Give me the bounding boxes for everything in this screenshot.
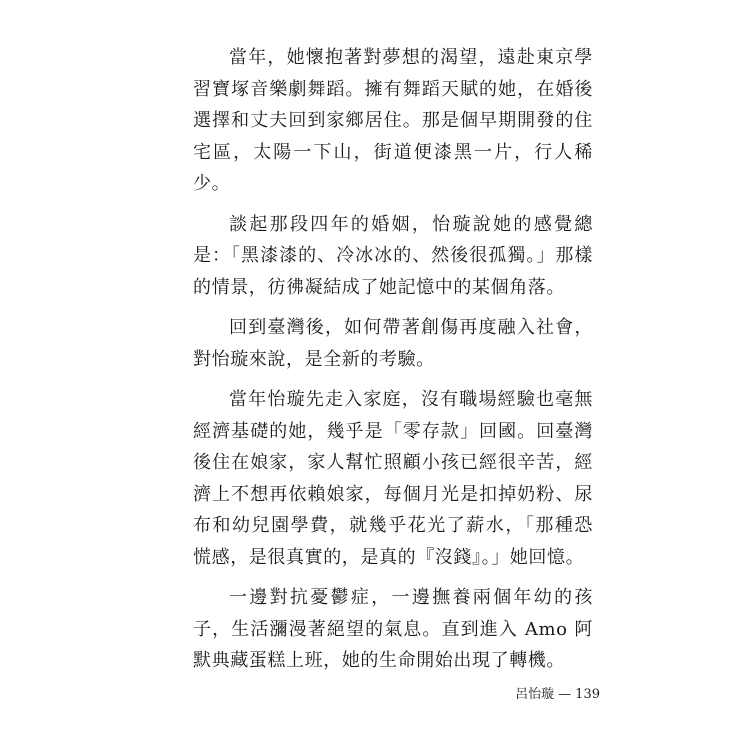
running-head: 呂怡璇 bbox=[515, 687, 555, 702]
text-line: 來說，是全新的考驗。 bbox=[248, 348, 435, 370]
text-line: 家，每個月光是扣掉奶粉、尿布和幼兒園學費，就幾乎 bbox=[193, 483, 593, 536]
body-text bbox=[193, 42, 593, 677]
paragraph-1 bbox=[193, 42, 593, 200]
text-line: 當年怡璇先走入家庭，沒有職場經驗也毫無經濟基 bbox=[193, 389, 593, 442]
text-line: 家人幫忙照顧小孩已經很辛苦，經濟上不想再依賴娘 bbox=[193, 452, 593, 505]
text-line: 到家鄉居住。那是個早期開發的住宅區，太陽一下山， bbox=[193, 110, 593, 163]
footer-separator: — bbox=[558, 687, 572, 702]
page-footer bbox=[500, 683, 600, 702]
text-line: 一邊對抗憂鬱症，一邊撫養兩個年幼的孩子，生活 bbox=[193, 587, 593, 640]
page-number: 139 bbox=[575, 687, 600, 702]
text-line: 她的生命開始出現了轉機。 bbox=[341, 650, 566, 671]
paragraph-2 bbox=[193, 209, 593, 304]
text-line: 街道便漆黑一片，行人稀少。 bbox=[193, 141, 593, 194]
text-line: 花光了薪水，「那種恐慌感，是很真實的，是真的『沒 bbox=[193, 515, 593, 568]
text-line: 凝結成了她記憶中的某個角落。 bbox=[304, 276, 566, 298]
text-line: 談起那段四年的婚姻，怡璇說她的感覺總是：「黑 bbox=[193, 213, 593, 266]
text-line: 礎的她，幾乎是「零存款」回國。回臺灣後住在娘家， bbox=[193, 420, 593, 473]
text-line: 當年，她懷抱著對夢想的渴望，遠赴東京學習寶塚 bbox=[193, 47, 593, 100]
paragraph-3 bbox=[193, 312, 593, 375]
text-line: 漆漆的、冷冰冰的、然後很孤獨。」那樣的情景，彷彿 bbox=[193, 245, 593, 298]
paragraph-4 bbox=[193, 384, 593, 573]
paragraph-5 bbox=[193, 582, 593, 677]
text-line: 瀰漫著絕望的氣息。直到進入 Amo 阿默典藏蛋糕上班， bbox=[193, 618, 594, 671]
text-line: 回到臺灣後，如何帶著創傷再度融入社會，對怡璇 bbox=[193, 317, 593, 370]
text-line: 音樂劇舞蹈。擁有舞蹈天賦的她，在婚後選擇和丈夫回 bbox=[193, 78, 593, 131]
text-line: 錢』。」她回憶。 bbox=[453, 546, 585, 568]
